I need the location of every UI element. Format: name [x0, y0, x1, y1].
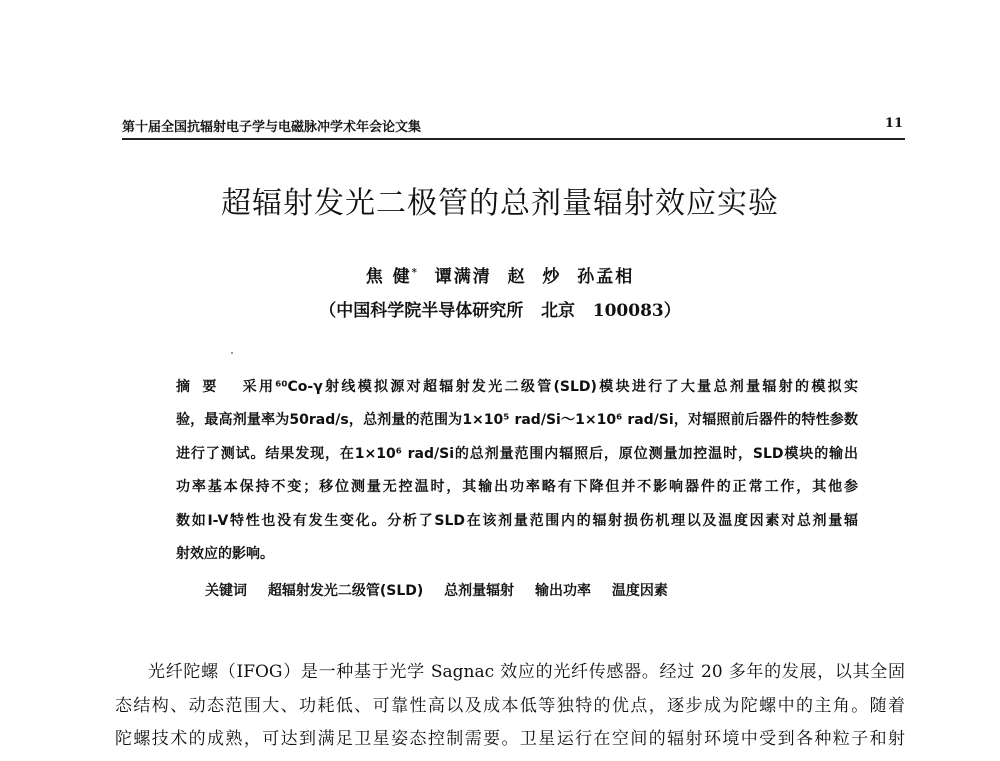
- body-text: [115, 660, 905, 761]
- first-author: 焦 健: [365, 267, 412, 287]
- abstract-line: 验，最高剂量率为50rad/s，总剂量的范围为1×10⁵ rad/Si～1×10⁶ rad/Si，对辐照前后器件的特性参数: [176, 412, 858, 429]
- abstract-label: 摘要: [176, 379, 229, 395]
- authors: [0, 262, 1000, 287]
- journal-name: 第十届全国抗辐射电子学与电磁脉冲学术年会论文集: [122, 120, 422, 135]
- body-line: 陀螺技术的成熟，可达到满足卫星姿态控制需要。卫星运行在空间的辐射环境中受到各种粒子和射: [115, 729, 905, 749]
- body-line: 光纤陀螺（IFOG）是一种基于光学 Sagnac 效应的光纤传感器。经过 20 多年的发展，以其全固: [148, 662, 905, 682]
- abstract-line: 射效应的影响。: [176, 545, 274, 562]
- abstract-line: 功率基本保持不变；移位测量无控温时，其输出功率略有下降但并不影响器件的正常工作，其他参: [176, 479, 858, 496]
- keywords-label: 关键词: [205, 583, 247, 599]
- abstract: [176, 376, 858, 576]
- page-number: 11: [884, 116, 903, 131]
- other-authors: 谭满清 赵 炒 孙孟相: [434, 267, 635, 287]
- body-line: 态结构、动态范围大、功耗低、可靠性高以及成本低等独特的优点，逐步成为陀螺中的主角。随着: [115, 695, 905, 716]
- keyword: 总剂量辐射: [444, 583, 515, 599]
- running-header: [122, 114, 905, 140]
- corresponding-mark: *: [411, 267, 419, 279]
- abstract-line: 数如I-V特性也没有发生变化。分析了SLD在该剂量范围内的辐射损伤机理以及温度因素对总剂量辐: [176, 512, 858, 529]
- paper-title: 超辐射发光二极管的总剂量辐射效应实验: [221, 186, 779, 221]
- keywords: [205, 580, 684, 600]
- keyword: 输出功率: [535, 583, 592, 599]
- affiliation: （中国科学院半导体研究所 北京 100083）: [319, 301, 681, 321]
- keyword: 超辐射发光二级管(SLD): [267, 583, 424, 599]
- scan-speck: [231, 352, 233, 354]
- keyword: 温度因素: [611, 583, 668, 599]
- abstract-line: 进行了测试。结果发现，在1×10⁶ rad/Si的总剂量范围内辐照后，原位测量加控温时，SLD模块的输出: [176, 445, 858, 462]
- abstract-line: 摘要 采用⁶⁰Co-γ射线模拟源对超辐射发光二级管(SLD)模块进行了大量总剂量辐射的模拟实: [176, 379, 858, 395]
